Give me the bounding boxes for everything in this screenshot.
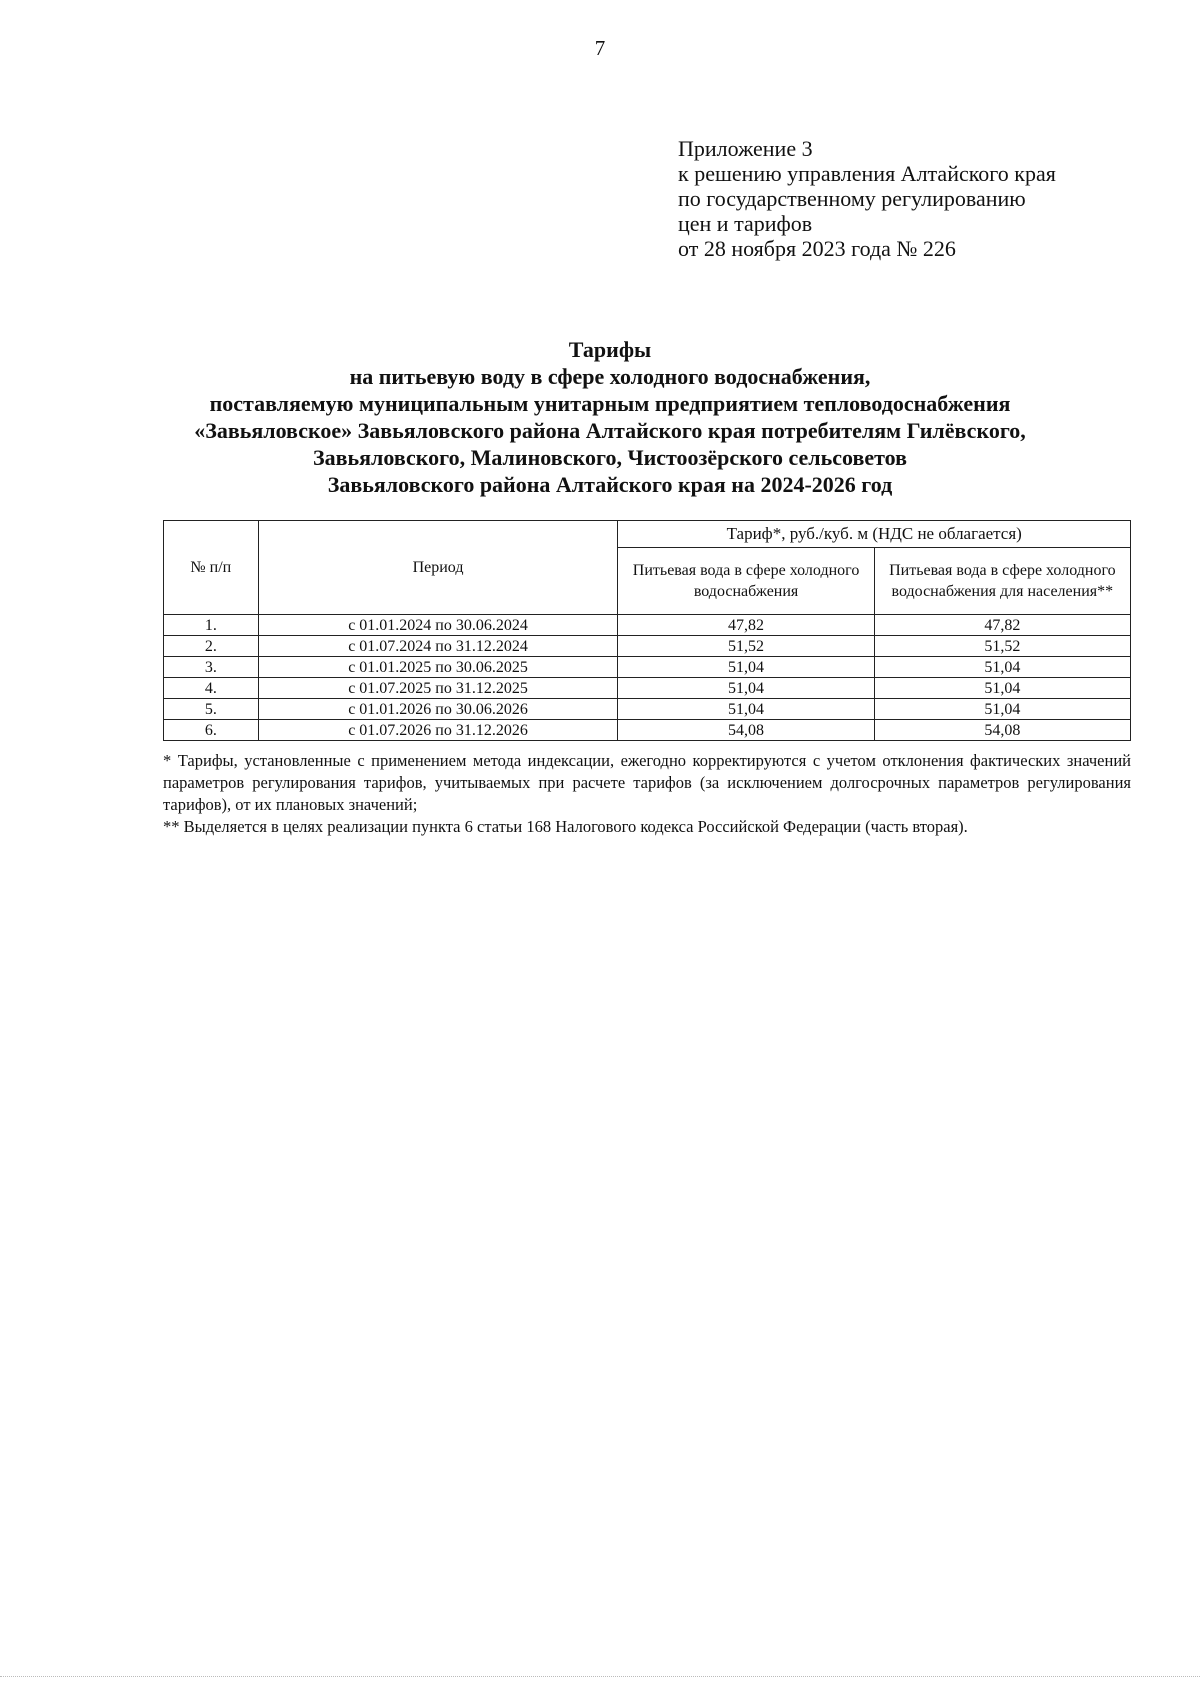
row-period: с 01.01.2025 по 30.06.2025 xyxy=(258,657,618,678)
title-line: Завьяловского района Алтайского края на 2024-2026 год xyxy=(327,472,893,497)
row-num: 4. xyxy=(164,678,259,699)
row-tariff-b: 47,82 xyxy=(874,615,1130,636)
table-row xyxy=(164,678,1131,699)
row-tariff-a: 47,82 xyxy=(618,615,874,636)
footnotes xyxy=(163,750,1131,838)
row-num: 5. xyxy=(164,699,259,720)
header-num: № п/п xyxy=(164,521,259,615)
row-period: с 01.07.2024 по 31.12.2024 xyxy=(258,636,618,657)
row-period: с 01.07.2025 по 31.12.2025 xyxy=(258,678,618,699)
title-line: Тарифы xyxy=(568,337,652,362)
row-period: с 01.01.2026 по 30.06.2026 xyxy=(258,699,618,720)
table-row xyxy=(164,720,1131,741)
header-cold-water-population: Питьевая вода в сфере холодного водоснабжения для населения** xyxy=(874,548,1130,615)
row-tariff-b: 51,04 xyxy=(874,678,1130,699)
appendix-line: по государственному регулированию xyxy=(678,186,1026,211)
row-num: 1. xyxy=(164,615,259,636)
scan-artifact-line xyxy=(0,1676,1200,1677)
footnote-tax-code: ** Выделяется в целях реализации пункта 6 статьи 168 Налогового кодекса Российской Федерации (часть вторая). xyxy=(163,817,968,836)
header-tariff-group: Тариф*, руб./куб. м (НДС не облагается) xyxy=(618,521,1131,548)
appendix-reference xyxy=(678,136,1158,261)
row-tariff-a: 51,04 xyxy=(618,657,874,678)
row-tariff-a: 51,04 xyxy=(618,699,874,720)
row-tariff-a: 51,52 xyxy=(618,636,874,657)
document-title xyxy=(120,336,1100,498)
row-tariff-b: 51,52 xyxy=(874,636,1130,657)
row-period: с 01.07.2026 по 31.12.2026 xyxy=(258,720,618,741)
row-num: 2. xyxy=(164,636,259,657)
title-line: на питьевую воду в сфере холодного водоснабжения, xyxy=(349,364,871,389)
appendix-line: цен и тарифов xyxy=(678,211,813,236)
table-row xyxy=(164,615,1131,636)
tariff-table xyxy=(163,520,1131,741)
row-tariff-b: 54,08 xyxy=(874,720,1130,741)
page-number: 7 xyxy=(594,36,606,60)
title-line: поставляемую муниципальным унитарным предприятием тепловодоснабжения xyxy=(209,391,1011,416)
table-row xyxy=(164,657,1131,678)
title-line: Завьяловского, Малиновского, Чистоозёрского сельсоветов xyxy=(313,445,907,470)
row-tariff-b: 51,04 xyxy=(874,699,1130,720)
row-period: с 01.01.2024 по 30.06.2024 xyxy=(258,615,618,636)
row-num: 3. xyxy=(164,657,259,678)
appendix-line: к решению управления Алтайского края xyxy=(678,161,1056,186)
header-period: Период xyxy=(258,521,618,615)
row-num: 6. xyxy=(164,720,259,741)
row-tariff-a: 54,08 xyxy=(618,720,874,741)
title-line: «Завьяловское» Завьяловского района Алтайского края потребителям Гилёвского, xyxy=(194,418,1026,443)
appendix-line: Приложение 3 xyxy=(678,136,813,161)
footnote-indexation: * Тарифы, установленные с применением метода индексации, ежегодно корректируются с учетом отклонения фактических значений параметров регулирования тарифов, учитываемых при расчете тарифов (за исключением долгосрочных параметров регулирования тарифов), от их плановых значений; xyxy=(163,751,1131,814)
table-row xyxy=(164,699,1131,720)
row-tariff-b: 51,04 xyxy=(874,657,1130,678)
row-tariff-a: 51,04 xyxy=(618,678,874,699)
appendix-line: от 28 ноября 2023 года № 226 xyxy=(678,236,956,261)
header-cold-water: Питьевая вода в сфере холодного водоснабжения xyxy=(618,548,874,615)
table-row xyxy=(164,636,1131,657)
